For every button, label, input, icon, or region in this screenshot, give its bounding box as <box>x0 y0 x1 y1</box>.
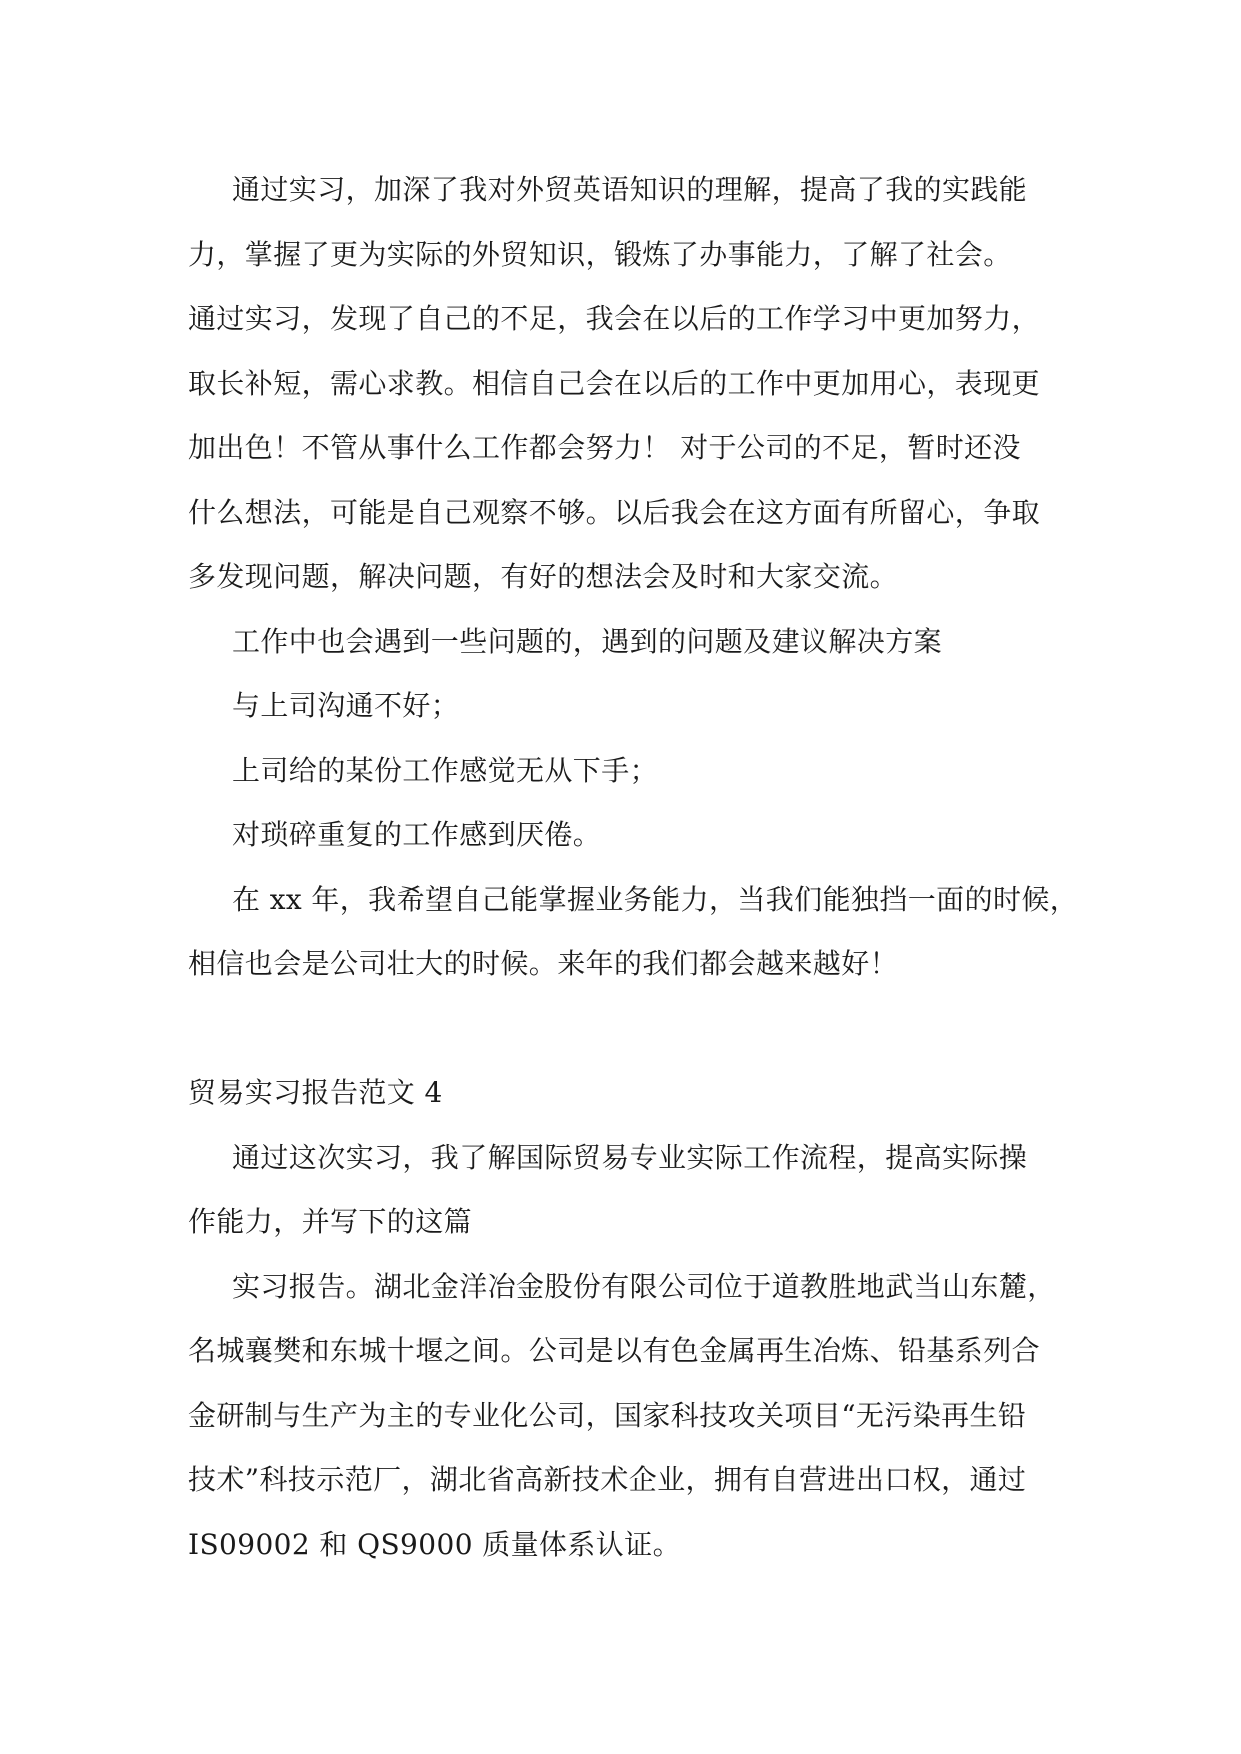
paragraph-1-line-7: 多发现问题，解决问题，有好的想法会及时和大家交流。 <box>188 560 899 593</box>
paragraph-6-line-1: 在 xx 年，我希望自己能掌握业务能力，当我们能独挡一面的时候， <box>232 882 1079 916</box>
section-paragraph-2-line-1: 实习报告。湖北金洋冶金股份有限公司位于道教胜地武当山东麓， <box>232 1269 1056 1303</box>
paragraph-1-line-1: 通过实习，加深了我对外贸英语知识的理解，提高了我的实践能 <box>232 173 1028 206</box>
paragraph-1-line-2: 力，掌握了更为实际的外贸知识，锻炼了办事能力，了解了社会。 <box>188 237 1012 271</box>
paragraph-2-line-1: 工作中也会遇到一些问题的，遇到的问题及建议解决方案 <box>232 624 943 658</box>
section-paragraph-2-line-5: IS09002 和 QS9000 质量体系认证。 <box>188 1527 682 1561</box>
section-paragraph-2-line-2: 名城襄樊和东城十堰之间。公司是以有色金属再生冶炼、铅基系列合 <box>188 1334 1041 1367</box>
section-paragraph-2-line-3: 金研制与生产为主的专业化公司，国家科技攻关项目“无污染再生铅 <box>188 1398 1027 1432</box>
paragraph-1-line-4: 取长补短，需心求教。相信自己会在以后的工作中更加用心，表现更 <box>188 366 1041 400</box>
section-paragraph-1-line-2: 作能力，并写下的这篇 <box>188 1205 473 1238</box>
section-paragraph-1-line-1: 通过这次实习，我了解国际贸易专业实际工作流程，提高实际操 <box>232 1140 1028 1174</box>
paragraph-3-line-1: 与上司沟通不好； <box>232 689 460 722</box>
paragraph-1-line-5: 加出色！不管从事什么工作都会努力！ 对于公司的不足，暂时还没 <box>188 431 1021 464</box>
paragraph-1-line-6: 什么想法，可能是自己观察不够。以后我会在这方面有所留心，争取 <box>188 495 1041 529</box>
section-paragraph-2-line-4: 技术”科技示范厂，湖北省高新技术企业，拥有自营进出口权，通过 <box>188 1463 1027 1496</box>
paragraph-4-line-1: 上司给的某份工作感觉无从下手； <box>232 753 659 787</box>
section-gap <box>188 997 1088 1062</box>
paragraph-6-line-2: 相信也会是公司壮大的时候。来年的我们都会越来越好！ <box>188 947 899 980</box>
paragraph-5-line-1: 对琐碎重复的工作感到厌倦。 <box>232 818 602 851</box>
paragraph-1-line-3: 通过实习，发现了自己的不足，我会在以后的工作学习中更加努力， <box>188 302 1041 335</box>
document-body <box>188 158 1088 1577</box>
section-title: 贸易实习报告范文 4 <box>188 1076 443 1109</box>
